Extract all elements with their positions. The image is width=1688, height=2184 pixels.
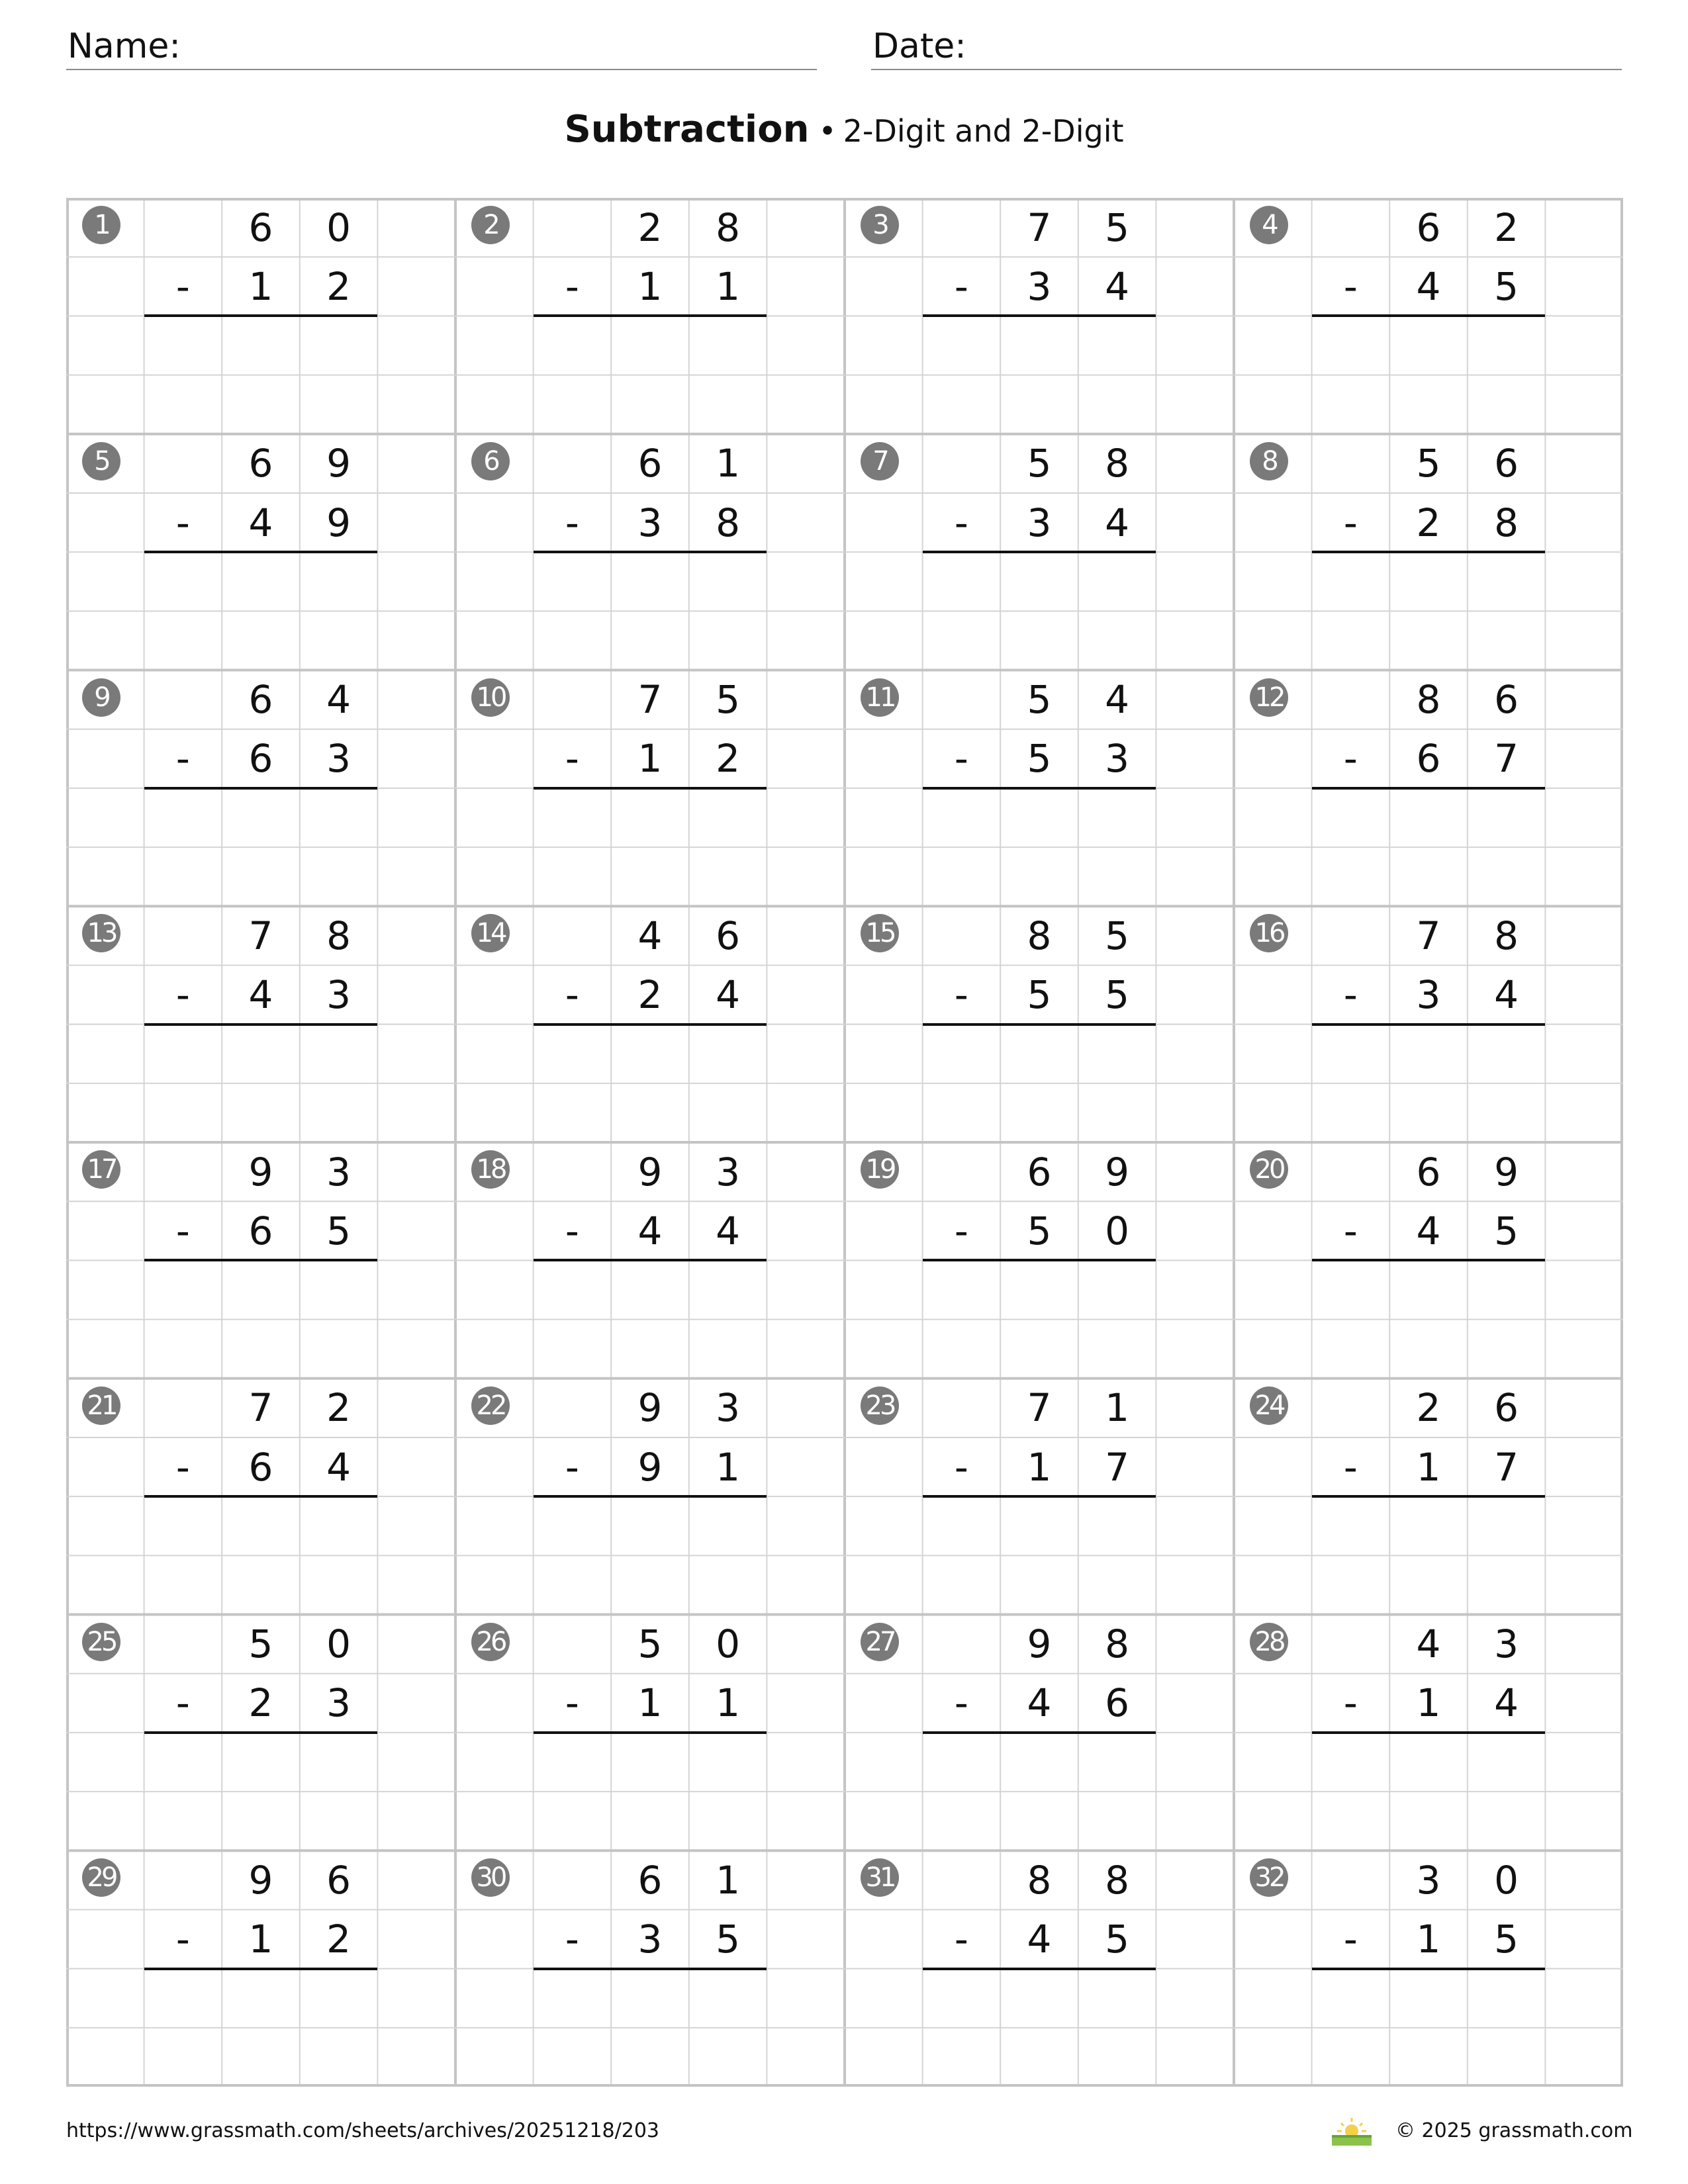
minuend-tens-digit: 5 <box>1027 441 1052 486</box>
minuend-ones-digit: 6 <box>716 913 741 958</box>
problem-number-badge: 10 <box>471 678 510 717</box>
minuend-ones-digit: 3 <box>326 1149 352 1195</box>
minuend-ones-digit: 5 <box>716 677 741 723</box>
answer-area[interactable] <box>534 552 767 670</box>
minuend-ones-digit: 5 <box>1105 205 1130 250</box>
subtrahend-ones-digit: 5 <box>326 1208 352 1253</box>
minuend-tens-digit: 8 <box>1027 1857 1052 1903</box>
minus-sign: - <box>1343 500 1358 545</box>
subtrahend-tens-digit: 1 <box>1027 1444 1052 1490</box>
minuend-ones-digit: 2 <box>326 1385 352 1431</box>
minus-sign: - <box>1343 972 1358 1018</box>
subtrahend-tens-digit: 2 <box>1416 500 1441 545</box>
minuend-tens-digit: 9 <box>637 1149 663 1195</box>
problem-number-badge: 28 <box>1250 1623 1288 1661</box>
answer-area[interactable] <box>1312 1260 1546 1378</box>
answer-area[interactable] <box>923 1024 1156 1142</box>
problem-block <box>66 1850 455 2087</box>
minus-sign: - <box>175 500 190 545</box>
subtrahend-tens-digit: 6 <box>1416 736 1441 782</box>
problem-block <box>66 670 455 907</box>
answer-area[interactable] <box>534 1260 767 1378</box>
problem-block <box>455 906 845 1142</box>
worksheet-title <box>0 105 1688 163</box>
minus-sign: - <box>1343 263 1358 309</box>
problem-number-badge: 4 <box>1250 206 1288 244</box>
subtrahend-tens-digit: 5 <box>1027 736 1052 782</box>
subtrahend-tens-digit: 1 <box>1416 1917 1441 1962</box>
minuend-ones-digit: 9 <box>1494 1149 1519 1195</box>
minus-sign: - <box>1343 1917 1358 1962</box>
problem-number-badge: 1 <box>82 206 120 244</box>
minuend-ones-digit: 8 <box>1105 441 1130 486</box>
minuend-tens-digit: 7 <box>248 1385 273 1431</box>
minuend-ones-digit: 8 <box>716 205 741 250</box>
problem-number-badge: 12 <box>1250 678 1288 717</box>
problem-number-badge: 31 <box>861 1858 899 1897</box>
minus-sign: - <box>1343 736 1358 782</box>
minuend-tens-digit: 8 <box>1027 913 1052 958</box>
answer-area[interactable] <box>144 1496 378 1614</box>
answer-area[interactable] <box>923 1496 1156 1614</box>
answer-area[interactable] <box>923 1733 1156 1850</box>
subtrahend-tens-digit: 4 <box>248 972 273 1018</box>
title-separator: • <box>818 113 837 149</box>
minus-sign: - <box>954 1444 968 1490</box>
minus-sign: - <box>954 500 968 545</box>
subtrahend-ones-digit: 7 <box>1494 1444 1519 1490</box>
problem-number-badge: 26 <box>471 1623 510 1661</box>
subtrahend-tens-digit: 1 <box>248 1917 273 1962</box>
answer-area[interactable] <box>1312 1496 1546 1614</box>
subtrahend-tens-digit: 4 <box>1416 1208 1441 1253</box>
minuend-tens-digit: 4 <box>1416 1621 1441 1667</box>
minuend-ones-digit: 0 <box>326 205 352 250</box>
date-field[interactable] <box>871 25 1622 70</box>
subtrahend-ones-digit: 5 <box>1494 263 1519 309</box>
problem-block <box>455 1379 845 1615</box>
subtrahend-tens-digit: 1 <box>637 263 663 309</box>
subtrahend-tens-digit: 1 <box>248 263 273 309</box>
answer-area[interactable] <box>144 788 378 906</box>
minuend-tens-digit: 5 <box>1416 441 1441 486</box>
subtrahend-ones-digit: 3 <box>326 972 352 1018</box>
minus-sign: - <box>565 972 579 1018</box>
problem-number-badge: 20 <box>1250 1150 1288 1189</box>
problem-block <box>455 1615 845 1851</box>
answer-area[interactable] <box>534 1733 767 1850</box>
minus-sign: - <box>954 1208 968 1253</box>
minuend-tens-digit: 6 <box>1416 205 1441 250</box>
minus-sign: - <box>175 1444 190 1490</box>
minus-sign: - <box>565 1208 579 1253</box>
minuend-ones-digit: 0 <box>1494 1857 1519 1903</box>
subtrahend-tens-digit: 3 <box>1027 263 1052 309</box>
minuend-ones-digit: 3 <box>1494 1621 1519 1667</box>
problem-number-badge: 29 <box>82 1858 120 1897</box>
problem-number-badge: 6 <box>471 442 510 480</box>
problem-block <box>1234 434 1623 670</box>
minus-sign: - <box>175 1917 190 1962</box>
subtrahend-tens-digit: 4 <box>637 1208 663 1253</box>
problem-block <box>845 906 1234 1142</box>
minuend-ones-digit: 8 <box>326 913 352 958</box>
minuend-ones-digit: 3 <box>716 1385 741 1431</box>
problem-block <box>455 434 845 670</box>
minuend-tens-digit: 9 <box>248 1149 273 1195</box>
minuend-tens-digit: 6 <box>1027 1149 1052 1195</box>
problem-number-badge: 30 <box>471 1858 510 1897</box>
problem-number-badge: 8 <box>1250 442 1288 480</box>
subtrahend-ones-digit: 2 <box>716 736 741 782</box>
subtrahend-ones-digit: 1 <box>716 263 741 309</box>
subtrahend-tens-digit: 4 <box>1027 1680 1052 1726</box>
problem-block <box>1234 906 1623 1142</box>
subtrahend-ones-digit: 4 <box>1105 263 1130 309</box>
answer-area[interactable] <box>144 1260 378 1378</box>
subtrahend-ones-digit: 3 <box>326 1680 352 1726</box>
minuend-tens-digit: 6 <box>248 677 273 723</box>
subtrahend-tens-digit: 5 <box>1027 1208 1052 1253</box>
minuend-ones-digit: 8 <box>1105 1857 1130 1903</box>
minus-sign: - <box>1343 1444 1358 1490</box>
problem-number-badge: 11 <box>861 678 899 717</box>
problem-number-badge: 3 <box>861 206 899 244</box>
subtrahend-tens-digit: 5 <box>1027 972 1052 1018</box>
problem-block <box>1234 1850 1623 2087</box>
subtrahend-tens-digit: 1 <box>1416 1444 1441 1490</box>
problem-block <box>1234 1615 1623 1851</box>
subtrahend-ones-digit: 0 <box>1105 1208 1130 1253</box>
subtrahend-ones-digit: 5 <box>1105 972 1130 1018</box>
problem-block <box>455 670 845 907</box>
minuend-tens-digit: 7 <box>248 913 273 958</box>
subtrahend-tens-digit: 6 <box>248 1208 273 1253</box>
problem-block <box>1234 1379 1623 1615</box>
problem-number-badge: 13 <box>82 914 120 952</box>
problem-block <box>845 434 1234 670</box>
minuend-ones-digit: 8 <box>1105 1621 1130 1667</box>
minuend-ones-digit: 6 <box>1494 441 1519 486</box>
minuend-tens-digit: 7 <box>1027 1385 1052 1431</box>
answer-area[interactable] <box>144 1024 378 1142</box>
subtrahend-ones-digit: 9 <box>326 500 352 545</box>
minuend-ones-digit: 5 <box>1105 913 1130 958</box>
problem-number-badge: 16 <box>1250 914 1288 952</box>
minuend-ones-digit: 4 <box>326 677 352 723</box>
minus-sign: - <box>954 1680 968 1726</box>
minuend-ones-digit: 3 <box>716 1149 741 1195</box>
subtrahend-ones-digit: 7 <box>1494 736 1519 782</box>
minuend-ones-digit: 9 <box>326 441 352 486</box>
problem-block <box>455 1142 845 1379</box>
problem-number-badge: 9 <box>82 678 120 717</box>
minus-sign: - <box>1343 1680 1358 1726</box>
minuend-ones-digit: 6 <box>1494 1385 1519 1431</box>
subtrahend-ones-digit: 4 <box>716 972 741 1018</box>
subtrahend-ones-digit: 4 <box>326 1444 352 1490</box>
minuend-ones-digit: 2 <box>1494 205 1519 250</box>
problem-block <box>845 1142 1234 1379</box>
title-main: Subtraction <box>564 108 810 151</box>
minuend-tens-digit: 7 <box>1027 205 1052 250</box>
minuend-tens-digit: 3 <box>1416 1857 1441 1903</box>
problem-number-badge: 17 <box>82 1150 120 1189</box>
title-subtitle: 2-Digit and 2-Digit <box>843 113 1124 149</box>
minuend-ones-digit: 1 <box>1105 1385 1130 1431</box>
problem-number-badge: 14 <box>471 914 510 952</box>
minuend-ones-digit: 9 <box>1105 1149 1130 1195</box>
minuend-tens-digit: 2 <box>637 205 663 250</box>
problem-number-badge: 27 <box>861 1623 899 1661</box>
problem-block <box>845 1850 1234 2087</box>
subtrahend-ones-digit: 2 <box>326 1917 352 1962</box>
minus-sign: - <box>1343 1208 1358 1253</box>
subtrahend-ones-digit: 5 <box>716 1917 741 1962</box>
minuend-tens-digit: 5 <box>1027 677 1052 723</box>
minus-sign: - <box>954 263 968 309</box>
answer-area[interactable] <box>144 1733 378 1850</box>
subtrahend-tens-digit: 9 <box>637 1444 663 1490</box>
minus-sign: - <box>565 263 579 309</box>
subtrahend-ones-digit: 4 <box>716 1208 741 1253</box>
subtrahend-ones-digit: 1 <box>716 1680 741 1726</box>
answer-area[interactable] <box>923 316 1156 433</box>
minus-sign: - <box>954 736 968 782</box>
problem-number-badge: 25 <box>82 1623 120 1661</box>
problem-block <box>66 1142 455 1379</box>
subtrahend-tens-digit: 4 <box>1416 263 1441 309</box>
subtrahend-tens-digit: 3 <box>637 1917 663 1962</box>
answer-area[interactable] <box>1312 316 1546 433</box>
minuend-tens-digit: 6 <box>637 441 663 486</box>
answer-area[interactable] <box>923 788 1156 906</box>
problem-block <box>66 906 455 1142</box>
minuend-tens-digit: 7 <box>1416 913 1441 958</box>
answer-area[interactable] <box>144 1969 378 2087</box>
subtrahend-tens-digit: 1 <box>1416 1680 1441 1726</box>
answer-area[interactable] <box>1312 788 1546 906</box>
minuend-tens-digit: 6 <box>637 1857 663 1903</box>
minus-sign: - <box>175 1680 190 1726</box>
problem-number-badge: 7 <box>861 442 899 480</box>
minus-sign: - <box>565 1917 579 1962</box>
problem-number-badge: 32 <box>1250 1858 1288 1897</box>
answer-area[interactable] <box>534 316 767 433</box>
minus-sign: - <box>175 972 190 1018</box>
subtrahend-ones-digit: 5 <box>1494 1917 1519 1962</box>
subtrahend-tens-digit: 1 <box>637 736 663 782</box>
subtrahend-ones-digit: 1 <box>716 1444 741 1490</box>
problem-block <box>66 198 455 434</box>
minuend-ones-digit: 1 <box>716 441 741 486</box>
subtrahend-ones-digit: 3 <box>1105 736 1130 782</box>
subtrahend-tens-digit: 3 <box>637 500 663 545</box>
subtrahend-tens-digit: 6 <box>248 736 273 782</box>
minuend-tens-digit: 9 <box>248 1857 273 1903</box>
subtrahend-ones-digit: 4 <box>1494 972 1519 1018</box>
problem-number-badge: 15 <box>861 914 899 952</box>
problem-block <box>66 434 455 670</box>
problem-block <box>66 1615 455 1851</box>
minus-sign: - <box>954 1917 968 1962</box>
problem-number-badge: 18 <box>471 1150 510 1189</box>
subtrahend-tens-digit: 3 <box>1416 972 1441 1018</box>
minuend-ones-digit: 8 <box>1494 913 1519 958</box>
subtrahend-ones-digit: 4 <box>1494 1680 1519 1726</box>
answer-area[interactable] <box>144 316 378 433</box>
problem-number-badge: 23 <box>861 1387 899 1425</box>
answer-area[interactable] <box>923 552 1156 670</box>
answer-area[interactable] <box>1312 552 1546 670</box>
answer-area[interactable] <box>1312 1733 1546 1850</box>
minuend-ones-digit: 0 <box>326 1621 352 1667</box>
answer-area[interactable] <box>534 1024 767 1142</box>
problem-block <box>845 198 1234 434</box>
problem-grid <box>66 198 1623 2087</box>
answer-area[interactable] <box>534 788 767 906</box>
subtrahend-tens-digit: 6 <box>248 1444 273 1490</box>
subtrahend-tens-digit: 2 <box>248 1680 273 1726</box>
date-label: Date: <box>872 26 966 66</box>
subtrahend-tens-digit: 2 <box>637 972 663 1018</box>
minus-sign: - <box>175 736 190 782</box>
minuend-ones-digit: 6 <box>326 1857 352 1903</box>
minus-sign: - <box>954 972 968 1018</box>
subtrahend-tens-digit: 1 <box>637 1680 663 1726</box>
subtrahend-ones-digit: 6 <box>1105 1680 1130 1726</box>
subtrahend-ones-digit: 3 <box>326 736 352 782</box>
problem-number-badge: 24 <box>1250 1387 1288 1425</box>
minus-sign: - <box>175 1208 190 1253</box>
minuend-ones-digit: 4 <box>1105 677 1130 723</box>
problem-block <box>455 1850 845 2087</box>
minus-sign: - <box>565 736 579 782</box>
minuend-tens-digit: 7 <box>637 677 663 723</box>
minus-sign: - <box>175 263 190 309</box>
minuend-ones-digit: 0 <box>716 1621 741 1667</box>
problem-block <box>1234 1142 1623 1379</box>
name-field[interactable] <box>66 25 817 70</box>
subtrahend-tens-digit: 4 <box>1027 1917 1052 1962</box>
problem-block <box>66 1379 455 1615</box>
minuend-tens-digit: 9 <box>1027 1621 1052 1667</box>
answer-area[interactable] <box>534 1496 767 1614</box>
minus-sign: - <box>565 1680 579 1726</box>
answer-area[interactable] <box>534 1969 767 2087</box>
problem-number-badge: 5 <box>82 442 120 480</box>
footer-url[interactable]: https://www.grassmath.com/sheets/archives/20251218/203 <box>66 2119 660 2142</box>
footer-copyright: © 2025 grassmath.com <box>1395 2119 1633 2142</box>
answer-area[interactable] <box>1312 1024 1546 1142</box>
problem-block <box>1234 198 1623 434</box>
minus-sign: - <box>565 500 579 545</box>
minuend-ones-digit: 1 <box>716 1857 741 1903</box>
problem-block <box>845 1379 1234 1615</box>
minuend-tens-digit: 2 <box>1416 1385 1441 1431</box>
problem-block <box>845 670 1234 907</box>
answer-area[interactable] <box>923 1260 1156 1378</box>
problem-number-badge: 2 <box>471 206 510 244</box>
subtrahend-ones-digit: 5 <box>1105 1917 1130 1962</box>
minuend-tens-digit: 5 <box>637 1621 663 1667</box>
problem-number-badge: 19 <box>861 1150 899 1189</box>
subtrahend-ones-digit: 5 <box>1494 1208 1519 1253</box>
minuend-tens-digit: 6 <box>248 205 273 250</box>
minuend-tens-digit: 5 <box>248 1621 273 1667</box>
answer-area[interactable] <box>144 552 378 670</box>
minus-sign: - <box>565 1444 579 1490</box>
minuend-tens-digit: 9 <box>637 1385 663 1431</box>
name-label: Name: <box>68 26 181 66</box>
minuend-tens-digit: 6 <box>1416 1149 1441 1195</box>
subtrahend-ones-digit: 8 <box>1494 500 1519 545</box>
answer-area[interactable] <box>923 1969 1156 2087</box>
minuend-tens-digit: 8 <box>1416 677 1441 723</box>
answer-area[interactable] <box>1312 1969 1546 2087</box>
minuend-tens-digit: 4 <box>637 913 663 958</box>
problem-block <box>1234 670 1623 907</box>
minuend-ones-digit: 6 <box>1494 677 1519 723</box>
problem-number-badge: 21 <box>82 1387 120 1425</box>
subtrahend-ones-digit: 7 <box>1105 1444 1130 1490</box>
subtrahend-ones-digit: 4 <box>1105 500 1130 545</box>
problem-block <box>845 1615 1234 1851</box>
problem-number-badge: 22 <box>471 1387 510 1425</box>
minuend-tens-digit: 6 <box>248 441 273 486</box>
subtrahend-ones-digit: 8 <box>716 500 741 545</box>
subtrahend-ones-digit: 2 <box>326 263 352 309</box>
problem-block <box>455 198 845 434</box>
grass-sun-logo-icon <box>1329 2115 1374 2147</box>
subtrahend-tens-digit: 4 <box>248 500 273 545</box>
subtrahend-tens-digit: 3 <box>1027 500 1052 545</box>
